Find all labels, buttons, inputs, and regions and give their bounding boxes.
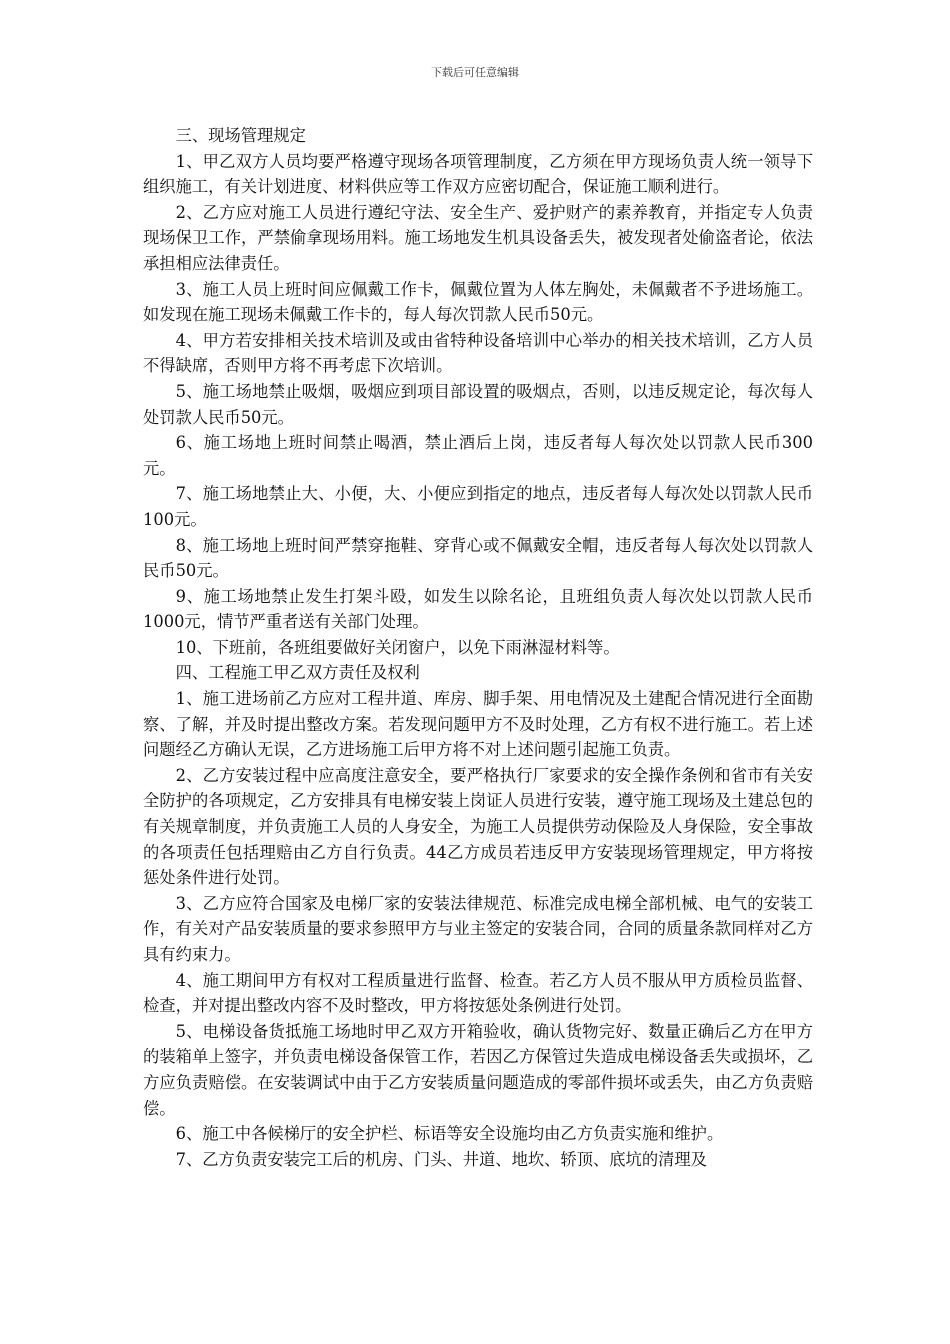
paragraph: 1、施工进场前乙方应对工程井道、库房、脚手架、用电情况及土建配合情况进行全面勘察、了解，并及时提出整改方案。若发现问题甲方不及时处理，乙方有权不进行施工。若上述问题经乙方确认无误，乙方进场施工后甲方将不对上述问题引起施工负责。 — [143, 689, 813, 760]
section-heading: 四、工程施工甲乙双方责任及权利 — [175, 663, 420, 683]
paragraph: 9、施工场地禁止发生打架斗殴，如发生以除名论，且班组负责人每次处以罚款人民币1000元，情节严重者送有关部门处理。 — [143, 586, 813, 632]
document-body — [143, 123, 813, 1172]
paragraph: 7、施工场地禁止大、小便，大、小便应到指定的地点，违反者每人每次处以罚款人民币100元。 — [143, 484, 813, 529]
paragraph: 1、甲乙双方人员均要严格遵守现场各项管理制度，乙方须在甲方现场负责人统一领导下组织施工，有关计划进度、材料供应等工作双方应密切配合，保证施工顺利进行。 — [143, 151, 813, 197]
paragraph: 10、下班前，各班组要做好关闭窗户，以免下雨淋湿材料等。 — [175, 637, 620, 657]
paragraph: 4、施工期间甲方有权对工程质量进行监督、检查。若乙方人员不服从甲方质检员监督、检查，并对提出整改内容不及时整改，甲方将按惩处条例进行处罚。 — [143, 970, 813, 1016]
paragraph: 5、施工场地禁止吸烟，吸烟应到项目部设置的吸烟点，否则，以违反规定论，每次每人处罚款人民币50元。 — [143, 381, 813, 427]
paragraph: 3、施工人员上班时间应佩戴工作卡，佩戴位置为人体左胸处，未佩戴者不予进场施工。如发现在施工现场未佩戴工作卡的，每人每次罚款人民币50元。 — [143, 279, 813, 325]
paragraph: 6、施工场地上班时间禁止喝酒，禁止酒后上岗，违反者每人每次处以罚款人民币300元。 — [143, 433, 813, 478]
paragraph: 7、乙方负责安装完工后的机房、门头、井道、地坎、轿顶、底坑的清理及 — [175, 1149, 707, 1169]
section-heading: 三、现场管理规定 — [175, 126, 306, 145]
page-header: 下载后可任意编辑 — [431, 66, 519, 79]
paragraph: 2、乙方安装过程中应高度注意安全，要严格执行厂家要求的安全操作条例和省市有关安全防护的各项规定，乙方安排具有电梯安装上岗证人员进行安装，遵守施工现场及土建总包的有关规章制度，并负责施工人员的人身安全，为施工人员提供劳动保险及人身保险，安全事故的各项责任包括理赔由乙方自行负责。44乙方成员若违反甲方安装现场管理规定，甲方将按惩处条件进行处罚。 — [143, 765, 813, 888]
paragraph: 6、施工中各候梯厅的安全护栏、标语等安全设施均由乙方负责实施和维护。 — [175, 1124, 724, 1144]
paragraph: 8、施工场地上班时间严禁穿拖鞋、穿背心或不佩戴安全帽，违反者每人每次处以罚款人民币50元。 — [143, 535, 813, 581]
paragraph: 4、甲方若安排相关技术培训及或由省特种设备培训中心举办的相关技术培训，乙方人员不得缺席，否则甲方将不再考虑下次培训。 — [143, 330, 813, 376]
paragraph: 5、电梯设备货抵施工场地时甲乙双方开箱验收，确认货物完好、数量正确后乙方在甲方的装箱单上签字，并负责电梯设备保管工作，若因乙方保管过失造成电梯设备丢失或损坏，乙方应负责赔偿。在安装调试中由于乙方安装质量问题造成的零部件损坏或丢失，由乙方负责赔偿。 — [143, 1021, 813, 1118]
paragraph: 3、乙方应符合国家及电梯厂家的安装法律规范、标准完成电梯全部机械、电气的安装工作，有关对产品安装质量的要求参照甲方与业主签定的安装合同，合同的质量条款同样对乙方具有约束力。 — [143, 893, 813, 964]
paragraph: 2、乙方应对施工人员进行遵纪守法、安全生产、爱护财产的素养教育，并指定专人负责现场保卫工作，严禁偷拿现场用料。施工场地发生机具设备丢失，被发现者处偷盗者论，依法承担相应法律责任。 — [143, 202, 813, 273]
